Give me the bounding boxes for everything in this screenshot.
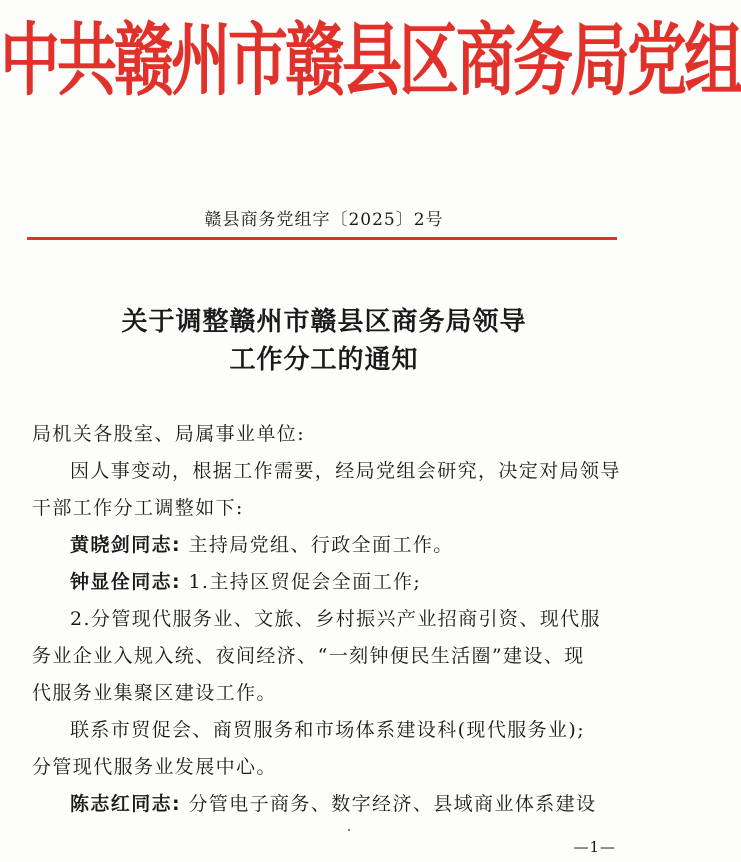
document-number: 赣县商务党组字〔2025〕2号 bbox=[204, 210, 444, 230]
page-number: —1— bbox=[573, 838, 616, 856]
zhong-contact-line-2: 分管现代服务业发展中心。 bbox=[32, 756, 277, 778]
zhong-duty-2-line-1: 2.分管现代服务业、文旅、乡村振兴产业招商引资、现代服 bbox=[70, 608, 601, 630]
paragraph-chen bbox=[70, 792, 596, 816]
chen-name: 陈志红同志: bbox=[70, 793, 181, 815]
zhong-duty-1: 1.主持区贸促会全面工作; bbox=[181, 571, 422, 593]
intro-line-1: 因人事变动，根据工作需要，经局党组会研究，决定对局领导 bbox=[70, 460, 621, 482]
paragraph-zhong bbox=[70, 570, 421, 594]
zhong-duty-2-line-3: 代服务业集聚区建设工作。 bbox=[32, 682, 277, 704]
paragraph-huang bbox=[70, 533, 454, 557]
huang-name: 黄晓剑同志: bbox=[70, 534, 181, 556]
huang-duties: 主持局党组、行政全面工作。 bbox=[181, 534, 454, 556]
zhong-contact-line-1: 联系市贸促会、商贸服务和市场体系建设科(现代服务业); bbox=[70, 719, 586, 741]
notice-title-line-1: 关于调整赣州市赣县区商务局领导 bbox=[121, 307, 527, 337]
red-divider-line bbox=[27, 237, 617, 240]
intro-line-2: 干部工作分工调整如下: bbox=[32, 497, 244, 519]
zhong-name: 钟显佺同志: bbox=[70, 571, 181, 593]
scan-speck bbox=[348, 829, 350, 831]
zhong-duty-2-line-2: 务业企业入规入统、夜间经济、“一刻钟便民生活圈”建设、现 bbox=[32, 645, 585, 667]
masthead-title: 中共赣州市赣县区商务局党组 bbox=[0, 14, 741, 108]
salutation: 局机关各股室、局属事业单位: bbox=[32, 423, 306, 445]
notice-title-line-2: 工作分工的通知 bbox=[229, 345, 419, 375]
chen-duties: 分管电子商务、数字经济、县域商业体系建设 bbox=[181, 793, 597, 815]
